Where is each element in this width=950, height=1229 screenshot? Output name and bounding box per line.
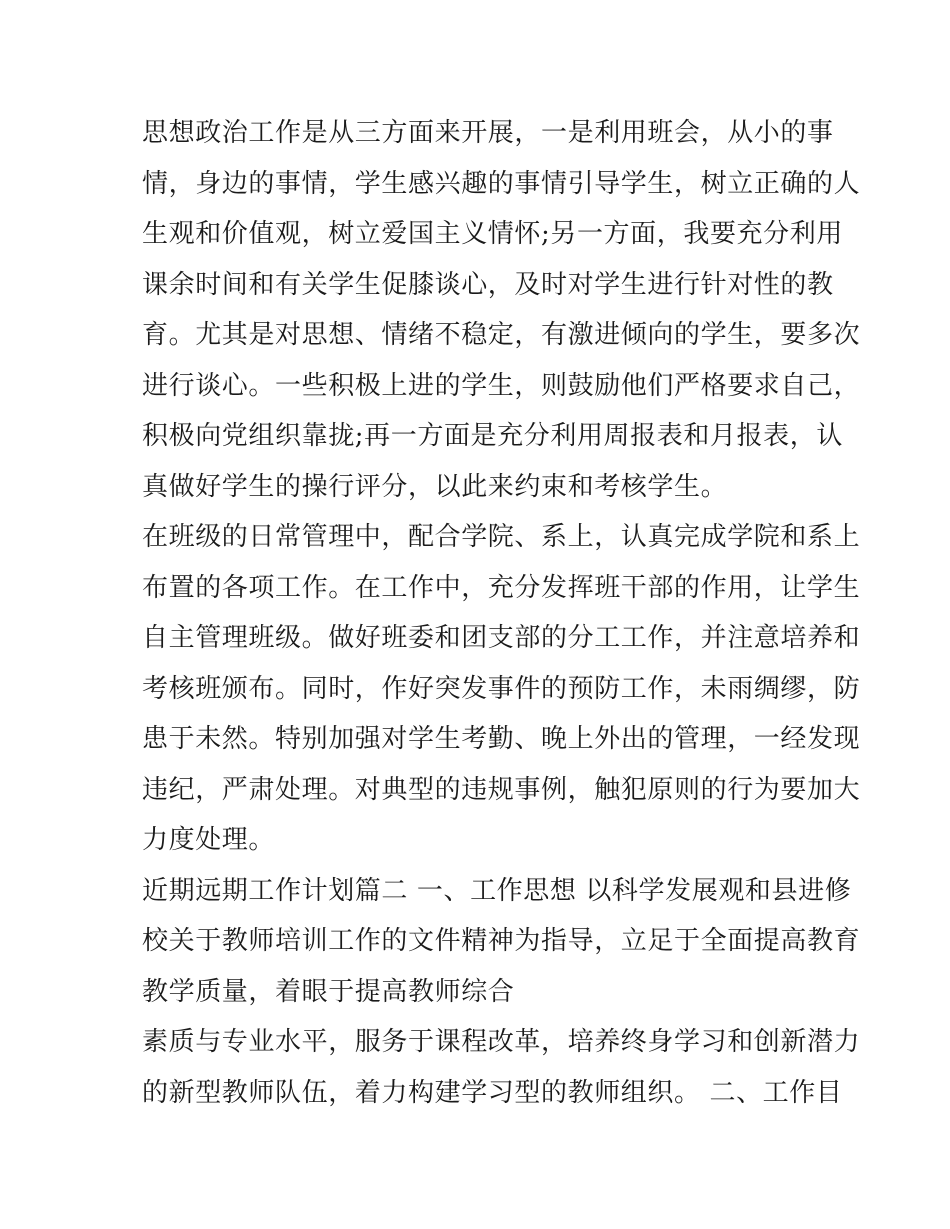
text-line: 真做好学生的操行评分，以此来约束和考核学生。 xyxy=(142,471,728,502)
text-line: 布置的各项工作。在工作中，充分发挥班干部的作用，让学生 xyxy=(142,572,861,603)
text-line: 近期远期工作计划篇二 一、工作思想 以科学发展观和县进修 xyxy=(142,875,852,906)
text-line: 考核班颁布。同时，作好突发事件的预防工作，未雨绸缪，防 xyxy=(142,673,861,704)
text-line: 违纪，严肃处理。对典型的违规事例，触犯原则的行为要加大 xyxy=(142,774,861,805)
text-line: 课余时间和有关学生促膝谈心，及时对学生进行针对性的教 xyxy=(142,269,834,300)
text-line: 积极向党组织靠拢;再一方面是充分利用周报表和月报表，认 xyxy=(142,421,843,451)
text-line: 校关于教师培训工作的文件精神为指导，立足于全面提高教育 xyxy=(142,926,861,956)
text-line: 患于未然。特别加强对学生考勤、晚上外出的管理，一经发现 xyxy=(142,724,861,754)
text-line: 进行谈心。一些积极上进的学生，则鼓励他们严格要求自己， xyxy=(142,370,861,401)
text-line: 素质与专业水平，服务于课程改革，培养终身学习和创新潜力 xyxy=(142,1027,861,1057)
text-line: 育。尤其是对思想、情绪不稳定，有激进倾向的学生，要多次 xyxy=(142,320,861,350)
text-line: 自主管理班级。做好班委和团支部的分工工作，并注意培养和 xyxy=(142,623,861,653)
text-line: 在班级的日常管理中，配合学院、系上，认真完成学院和系上 xyxy=(142,522,861,552)
document-body xyxy=(142,108,861,1118)
text-line: 思想政治工作是从三方面来开展，一是利用班会，从小的事 xyxy=(142,118,834,148)
text-line: 生观和价值观，树立爱国主义情怀;另一方面，我要充分利用 xyxy=(142,219,843,249)
text-line: 情，身边的事情，学生感兴趣的事情引导学生，树立正确的人 xyxy=(142,168,861,199)
text-line: 教学质量，着眼于提高教师综合 xyxy=(142,976,515,1007)
text-line: 的新型教师队伍，着力构建学习型的教师组织。 二、工作目 xyxy=(142,1077,843,1108)
text-line: 力度处理。 xyxy=(142,825,276,855)
